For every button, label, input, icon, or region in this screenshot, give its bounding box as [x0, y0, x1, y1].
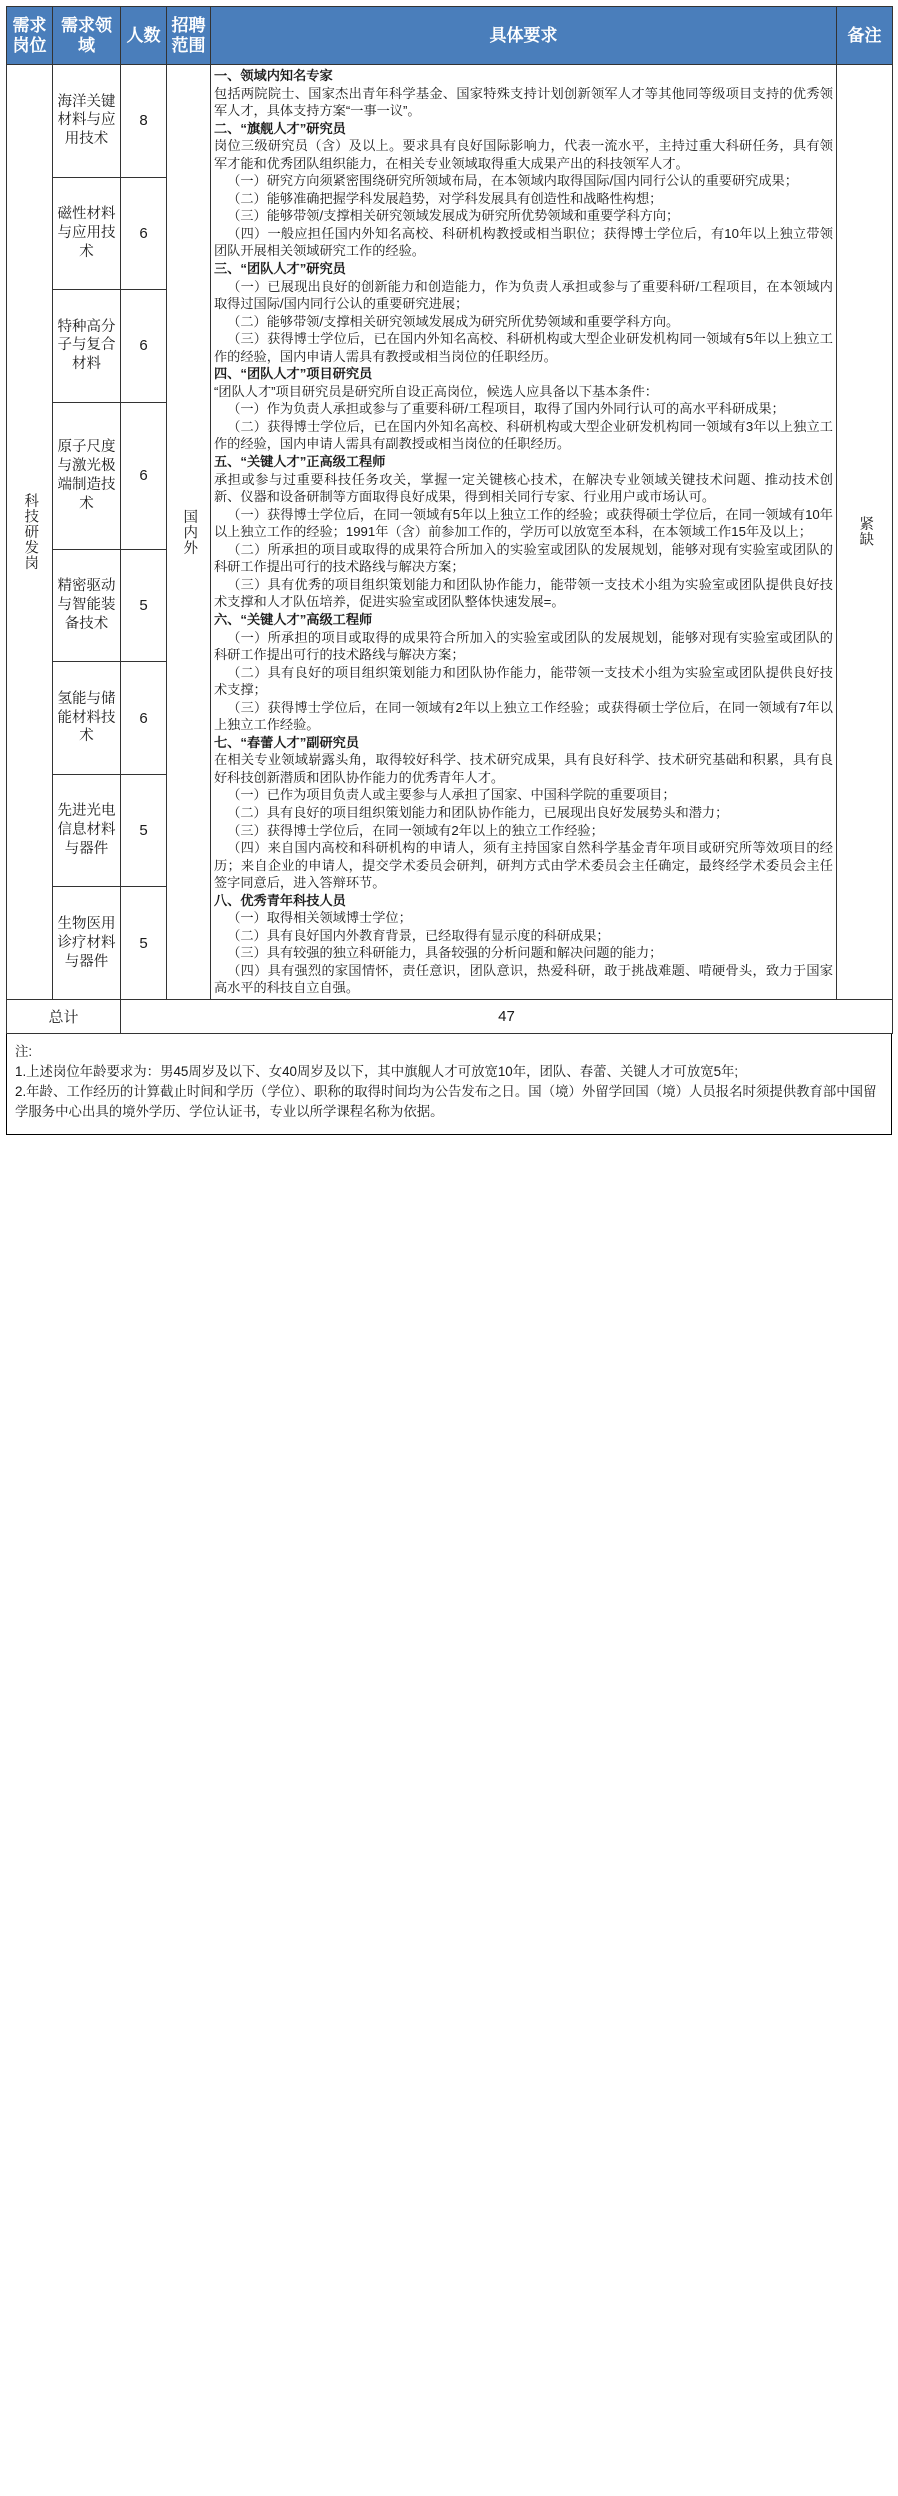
- requirement-heading: 五、“关键人才”正高级工程师: [214, 454, 386, 470]
- requirement-paragraph: （三）获得博士学位后，在同一领域有2年以上独立工作经验；或获得硕士学位后，在同一领域有7年以上独立工作经验。: [214, 699, 833, 733]
- table-footer: [7, 999, 893, 1033]
- requirement-heading: 三、“团队人才”研究员: [214, 261, 346, 277]
- requirement-paragraph: （二）能够带领/支撑相关研究领域发展成为研究所优势领域和重要学科方向。: [227, 313, 680, 329]
- total-value: 47: [121, 999, 893, 1033]
- requirement-heading: 八、优秀青年科技人员: [214, 892, 346, 908]
- header-requirements: 具体要求: [211, 7, 837, 65]
- requirement-paragraph: （三）获得博士学位后，在同一领域有2年以上的独立工作经验；: [227, 822, 604, 838]
- count-cell: 6: [121, 402, 167, 549]
- requirement-heading: 二、“旗舰人才”研究员: [214, 120, 346, 136]
- header-post: 需求岗位: [7, 7, 53, 65]
- total-label: 总计: [7, 999, 121, 1033]
- header-field: 需求领域: [53, 7, 121, 65]
- requirement-paragraph: （三）具有优秀的项目组织策划能力和团队协作能力，能带领一支技术小组为实验室或团队提供良好技术支撑和人才队伍培养，促进实验室或团队整体快速发展=。: [214, 576, 833, 610]
- field-cell: 原子尺度与激光极端制造技术: [53, 402, 121, 549]
- requirement-paragraph: （四）具有强烈的家国情怀，责任意识，团队意识，热爱科研，敢于挑战难题、啃硬骨头，致力于国家高水平的科技自立自强。: [214, 962, 833, 996]
- post-cell: [7, 65, 53, 1000]
- field-cell: 海洋关键材料与应用技术: [53, 65, 121, 178]
- field-cell: 特种高分子与复合材料: [53, 290, 121, 403]
- scope-cell: [167, 65, 211, 1000]
- count-cell: 6: [121, 290, 167, 403]
- field-cell: 精密驱动与智能装备技术: [53, 549, 121, 662]
- count-cell: 8: [121, 65, 167, 178]
- requirement-paragraph: （二）具有良好的项目组织策划能力和团队协作能力，能带领一支技术小组为实验室或团队提供良好技术支撑；: [214, 664, 833, 698]
- field-cell: 生物医用诊疗材料与器件: [53, 887, 121, 1000]
- requirement-paragraph: 包括两院院士、国家杰出青年科学基金、国家特殊支持计划创新领军人才等其他同等级项目支持的优秀领军人才，具体支持方案“一事一议”。: [214, 85, 833, 119]
- table-body: [7, 65, 893, 1000]
- header-scope: 招聘范围: [167, 7, 211, 65]
- total-row: [7, 999, 893, 1033]
- requirement-paragraph: （三）能够带领/支撑相关研究领域发展成为研究所优势领域和重要学科方向；: [227, 208, 680, 224]
- count-cell: 6: [121, 662, 167, 775]
- notes-title: 注:: [15, 1043, 33, 1059]
- requirement-paragraph: （一）获得博士学位后，在同一领域有5年以上独立工作的经验；或获得硕士学位后，在同一领域有10年以上独立工作的经验；1991年（含）前参加工作的，学历可以放宽至本科，在本领域工作15年及以上；: [214, 506, 833, 540]
- requirement-paragraph: （二）能够准确把握学科发展趋势，对学科发展具有创造性和战略性构想；: [227, 190, 663, 206]
- post-label: 科技研发岗: [22, 493, 39, 571]
- count-cell: 5: [121, 887, 167, 1000]
- requirement-paragraph: （二）所承担的项目或取得的成果符合所加入的实验室或团队的发展规划，能够对现有实验室或团队的科研工作提出可行的技术路线与解决方案；: [214, 541, 833, 575]
- requirement-paragraph: （二）获得博士学位后，已在国内外知名高校、科研机构或大型企业研发机构同一领域有3年以上独立工作的经验，国内申请人需具有副教授或相当岗位的任职经历。: [214, 418, 833, 452]
- table-header: [7, 7, 893, 65]
- note-cell: [837, 65, 893, 1000]
- count-cell: 6: [121, 177, 167, 290]
- requirement-heading: 四、“团队人才”项目研究员: [214, 366, 373, 382]
- requirement-paragraph: 岗位三级研究员（含）及以上。要求具有良好国际影响力，代表一流水平，主持过重大科研任务，具有领军才能和优秀团队组织能力，在相关专业领域取得重大成果产出的科技领军人才。: [214, 138, 833, 171]
- requirement-paragraph: “团队人才”项目研究员是研究所自设正高岗位，候选人应具备以下基本条件：: [214, 383, 658, 399]
- field-cell: 磁性材料与应用技术: [53, 177, 121, 290]
- requirement-paragraph: （二）具有良好的项目组织策划能力和团队协作能力，已展现出良好发展势头和潜力；: [227, 804, 729, 820]
- requirement-paragraph: （一）已展现出良好的创新能力和创造能力，作为负责人承担或参与了重要科研/工程项目，在本领域内取得过国际/国内同行公认的重要研究进展；: [214, 278, 833, 312]
- note-line-1: 1.上述岗位年龄要求为：男45周岁及以下、女40周岁及以下，其中旗舰人才可放宽10年，团队、春蕾、关键人才可放宽5年;: [15, 1064, 739, 1080]
- requirement-paragraph: （一）所承担的项目或取得的成果符合所加入的实验室或团队的发展规划，能够对现有实验室或团队的科研工作提出可行的技术路线与解决方案；: [214, 629, 833, 663]
- requirement-paragraph: （三）具有较强的独立科研能力，具备较强的分析问题和解决问题的能力；: [227, 945, 663, 961]
- count-cell: 5: [121, 549, 167, 662]
- field-cell: 氢能与储能材料技术: [53, 662, 121, 775]
- requirement-paragraph: （一）已作为项目负责人或主要参与人承担了国家、中国科学院的重要项目；: [227, 787, 676, 803]
- note-line-2: 2.年龄、工作经历的计算截止时间和学历（学位）、职称的取得时间均为公告发布之日。国（境）外留学回国（境）人员报名时须提供教育部中国留学服务中心出具的境外学历、学位认证书，专业以所学课程名称为依据。: [15, 1084, 877, 1120]
- notes-block: [6, 1034, 892, 1135]
- requirements-cell: [211, 65, 837, 1000]
- requirement-paragraph: （三）获得博士学位后，已在国内外知名高校、科研机构或大型企业研发机构同一领域有5年以上独立工作的经验，国内申请人需具有教授或相当岗位的任职经历。: [214, 331, 833, 364]
- requirement-paragraph: （二）具有良好国内外教育背景，已经取得有显示度的科研成果；: [227, 927, 610, 943]
- field-cell: 先进光电信息材料与器件: [53, 774, 121, 887]
- requirement-paragraph: （一）研究方向须紧密围绕研究所领域布局，在本领域内取得国际/国内同行公认的重要研究成果；: [227, 173, 798, 189]
- requirement-paragraph: （一）取得相关领域博士学位；: [227, 910, 412, 926]
- recruitment-table: [6, 6, 893, 1034]
- header-row: [7, 7, 893, 65]
- requirement-heading: 六、“关键人才”高级工程师: [214, 611, 373, 627]
- header-note: 备注: [837, 7, 893, 65]
- table-row: [7, 65, 893, 178]
- count-cell: 5: [121, 774, 167, 887]
- recruitment-sheet: [0, 0, 898, 1145]
- note-label: 紧缺: [857, 516, 874, 548]
- requirement-paragraph: （四）一般应担任国内外知名高校、科研机构教授或相当职位；获得博士学位后，有10年以上独立带领团队开展相关领域研究工作的经验。: [214, 225, 833, 259]
- requirement-paragraph: （四）来自国内高校和科研机构的申请人，须有主持国家自然科学基金青年项目或研究所等效项目的经历；来自企业的申请人，提交学术委员会研判，研判方式由学术委员会主任确定，最终经学术委员会主任签字同意后，进入答辩环节。: [214, 840, 833, 891]
- requirement-heading: 一、领域内知名专家: [214, 68, 333, 83]
- requirement-paragraph: 承担或参与过重要科技任务攻关，掌握一定关键核心技术，在解决专业领域关键技术问题、推动技术创新、仪器和设备研制等方面取得良好成果，得到相关同行专家、行业用户或市场认可。: [214, 471, 833, 505]
- requirement-paragraph: 在相关专业领域崭露头角，取得较好科学、技术研究成果，具有良好科学、技术研究基础和积累，具有良好科技创新潜质和团队协作能力的优秀青年人才。: [214, 752, 833, 785]
- scope-label: 国内外: [181, 508, 198, 556]
- header-count: 人数: [121, 7, 167, 65]
- requirement-paragraph: （一）作为负责人承担或参与了重要科研/工程项目，取得了国内外同行认可的高水平科研成果；: [227, 401, 785, 417]
- requirement-heading: 七、“春蕾人才”副研究员: [214, 734, 360, 750]
